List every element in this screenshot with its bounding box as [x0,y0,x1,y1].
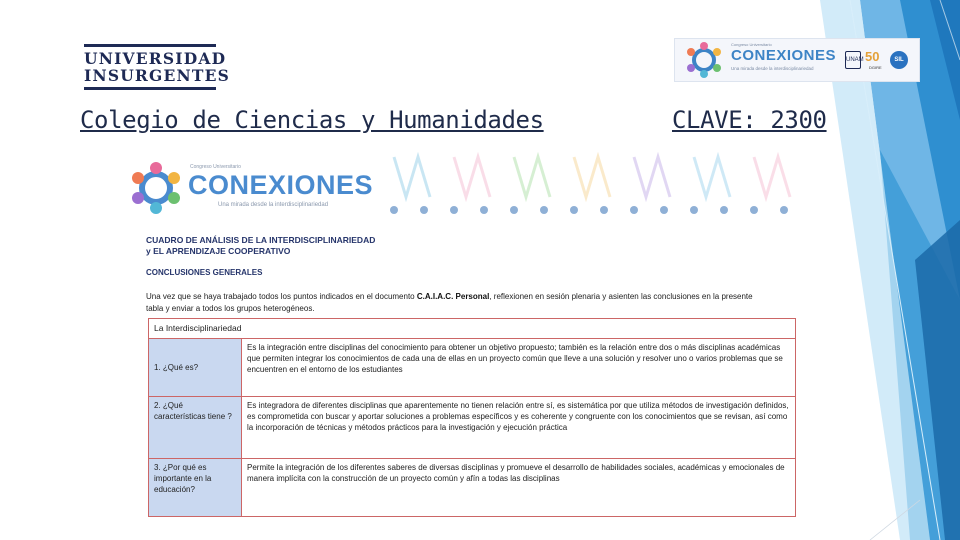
document-heading [146,235,375,257]
university-logo [84,44,230,90]
intro-bold: C.A.I.A.C. Personal [416,292,490,301]
heading-line2: y EL APRENDIZAJE COOPERATIVO [146,246,291,256]
conclusions-title: CONCLUSIONES GENERALES [146,268,263,277]
answer-cell: Es la integración entre disciplinas del conocimiento para obtener un objetivo propuesto; también es la relación entre dos o más disciplinas académicas que permiten integrar los conocimientos de cada una de ellas en un proyecto común que lleve a una solución y resolver uno o varios problemas que se encuentren en el entorno de los estudiantes [242,339,796,397]
question-cell: 3. ¿Por qué es importante en la educación? [149,459,242,517]
conexiones-emblem-icon [679,40,729,80]
university-name-line1: UNIVERSIDAD [84,49,227,68]
university-name-line2: INSURGENTES [84,66,230,85]
table-row [149,339,796,397]
conexiones-tagline: Una mirada desde la interdisciplinariedad [731,66,814,71]
logo-top-bar [84,44,216,47]
sil-badge-icon: SIL [890,51,908,69]
heading-line1: CUADRO DE ANÁLISIS DE LA INTERDISCIPLINARIEDAD [146,235,376,245]
anniversary-50-badge: 50 [865,49,880,64]
answer-cell: Es integradora de diferentes disciplinas que aparentemente no tienen relación entre sí, es sistemática por que utiliza métodos de investigación definidos, es comprometida con buscar y aportar soluciones a problemas específicos y es coherente y congruente con los conocimientos que se revisan, así como la incorporación de técnicas y métodos prácticos para la investigación y ejecución práctica [242,397,796,459]
doc-logo-top-text: Congreso Universitario [190,164,241,170]
conexiones-header-logo [674,38,920,82]
unam-seal-icon: UNAM [845,51,861,69]
logo-bottom-bar [84,87,216,90]
table-header-cell: La Interdisciplinariedad [149,319,796,339]
decorative-wave-pattern [384,152,808,222]
intro-paragraph [146,291,766,314]
question-cell: 1. ¿Qué es? [149,339,242,397]
table-row [149,459,796,517]
intro-text-2: , reflexionen en sesión plenaria y asienten las conclusiones en la presente tabla y enviar a todos los grupos heterogéneos. [146,292,753,313]
conexiones-wordmark: CONEXIONES [731,47,837,64]
analysis-table [148,318,796,517]
question-cell: 2. ¿Qué características tiene ? [149,397,242,459]
page-title: Colegio de Ciencias y Humanidades [80,106,544,134]
doc-conexiones-wordmark: CONEXIONES [188,170,374,200]
clave-label: CLAVE: 2300 [672,106,827,134]
intro-text-1: Una vez que se haya trabajado todos los puntos indicados en el documento [146,292,417,301]
answer-cell: Permite la integración de los diferentes saberes de diversas disciplinas y promueve el desarrollo de habilidades sociales, académicas y emocionales de manera implícita con la construcción de un proyecto común y afín a todas las disciplinas [242,459,796,517]
table-header-row [149,319,796,339]
conexiones-top-text: Congreso Universitario [731,42,772,47]
table-row [149,397,796,459]
dgire-label: DGIRE [869,65,882,70]
document-image [124,152,808,524]
conexiones-emblem-icon [126,158,186,218]
doc-conexiones-tagline: Una mirada desde la interdisciplinariedad [218,202,329,208]
